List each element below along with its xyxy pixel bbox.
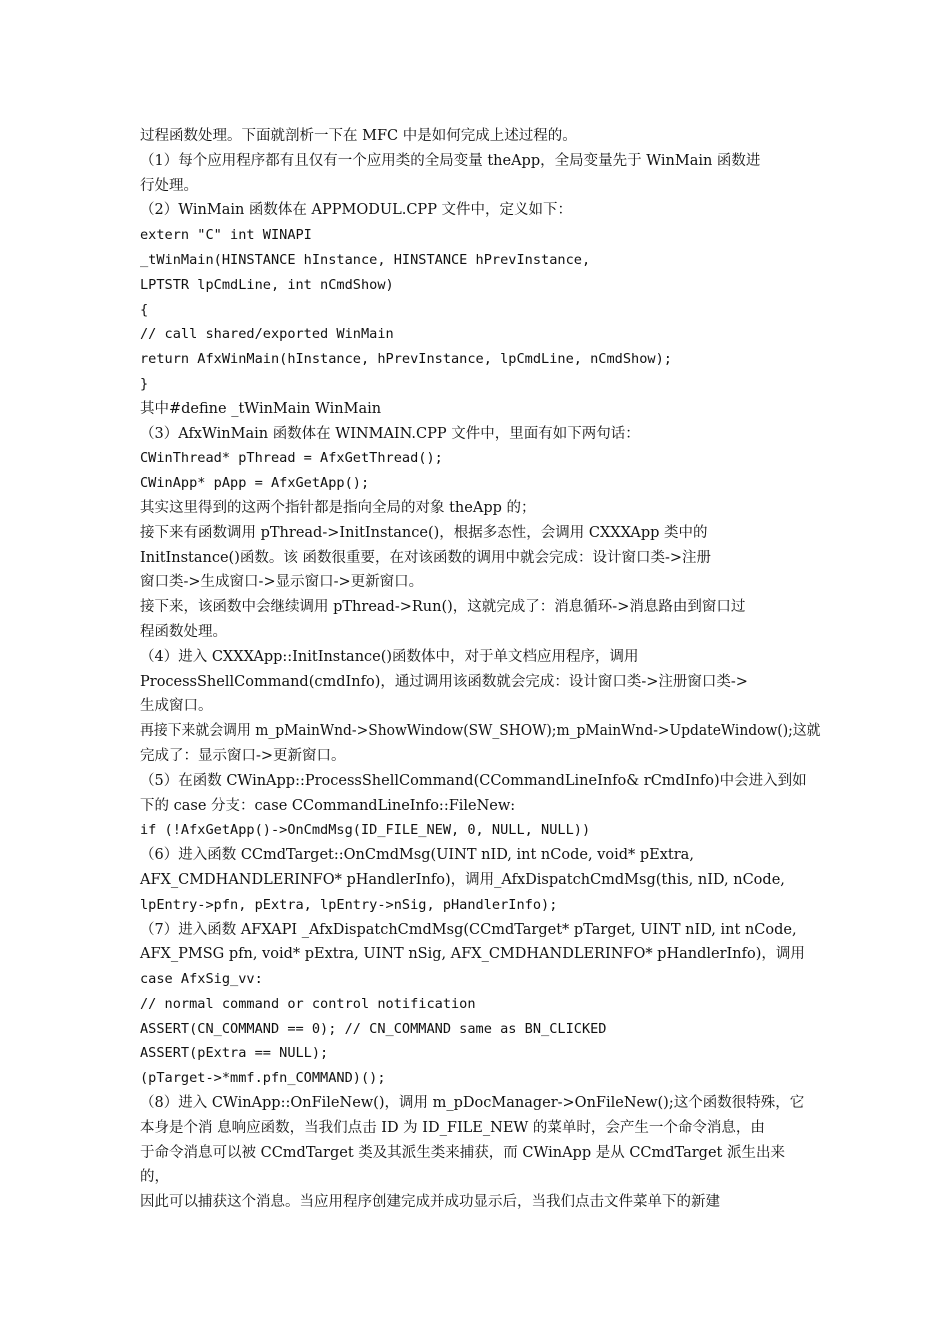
text-line: 完成了：显示窗口->更新窗口。	[140, 747, 346, 764]
code-line: ASSERT(pExtra == NULL);	[140, 1045, 329, 1062]
document-page	[140, 124, 821, 1215]
text-line: 下的 case 分支：case CCommandLineInfo::FileNew:	[140, 797, 516, 814]
code-line: (pTarget->*mmf.pfn_COMMAND)();	[140, 1070, 386, 1087]
code-line: {	[140, 301, 149, 318]
code-line: _tWinMain(HINSTANCE hInstance, HINSTANCE hPrevInstance,	[140, 251, 591, 268]
code-line: // normal command or control notification	[140, 995, 476, 1012]
text-line: 行处理。	[140, 177, 198, 194]
text-line: 本身是个消 息响应函数，当我们点击 ID 为 ID_FILE_NEW 的菜单时，会产生一个命令消息，由	[140, 1119, 765, 1136]
text-line: （8）进入 CWinApp::OnFileNew()，调用 m_pDocManager->OnFileNew();这个函数很特殊，它	[140, 1095, 805, 1112]
text-line: （4）进入 CXXXApp::InitInstance()函数体中，对于单文档应用程序，调用	[140, 648, 639, 665]
code-line: return AfxWinMain(hInstance, hPrevInstance, lpCmdLine, nCmdShow);	[140, 351, 672, 368]
text-line: AFX_PMSG pfn, void* pExtra, UINT nSig, AFX_CMDHANDLERINFO* pHandlerInfo)，调用	[140, 946, 805, 963]
code-line: case AfxSig_vv:	[140, 971, 263, 988]
text-line: AFX_CMDHANDLERINFO* pHandlerInfo)，调用_AfxDispatchCmdMsg(this, nID, nCode,	[140, 871, 785, 888]
text-line: 过程函数处理。下面就剖析一下在 MFC 中是如何完成上述过程的。	[140, 128, 577, 144]
text-line: （6）进入函数 CCmdTarget::OnCmdMsg(UINT nID, int nCode, void* pExtra,	[140, 847, 694, 864]
text-line: 因此可以捕获这个消息。当应用程序创建完成并成功显示后，当我们点击文件菜单下的新建	[140, 1194, 720, 1211]
text-line: 生成窗口。	[140, 698, 213, 715]
text-line: 于命令消息可以被 CCmdTarget 类及其派生类来捕获，而 CWinApp 是从 CCmdTarget 派生出来	[140, 1144, 785, 1161]
text-line: 的，	[140, 1169, 169, 1186]
text-line: 其中#define _tWinMain WinMain	[140, 400, 382, 417]
text-line: （2）WinMain 函数体在 APPMODUL.CPP 文件中，定义如下：	[140, 202, 573, 219]
text-line: 窗口类->生成窗口->显示窗口->更新窗口。	[140, 574, 424, 591]
text-line: 接下来，该函数中会继续调用 pThread->Run()，这就完成了：消息循环->消息路由到窗口过	[140, 599, 746, 616]
code-line: CWinThread* pThread = AfxGetThread();	[140, 450, 443, 467]
code-line: LPTSTR lpCmdLine, int nCmdShow)	[140, 276, 394, 293]
text-line: （1）每个应用程序都有且仅有一个应用类的全局变量 theApp，全局变量先于 WinMain 函数进	[140, 152, 761, 169]
text-line: 接下来有函数调用 pThread->InitInstance()，根据多态性，会调用 CXXXApp 类中的	[140, 524, 708, 541]
code-line: // call shared/exported WinMain	[140, 326, 394, 343]
code-line: CWinApp* pApp = AfxGetApp();	[140, 475, 370, 492]
text-line: （7）进入函数 AFXAPI _AfxDispatchCmdMsg(CCmdTarget* pTarget, UINT nID, int nCode,	[140, 921, 797, 938]
text-line: 其实这里得到的这两个指针都是指向全局的对象 theApp 的；	[140, 499, 536, 516]
code-line: if (!AfxGetApp()->OnCmdMsg(ID_FILE_NEW, 0, NULL, NULL))	[140, 822, 591, 839]
text-line: 程函数处理。	[140, 623, 227, 640]
text-line: 再接下来就会调用 m_pMainWnd->ShowWindow(SW_SHOW);m_pMainWnd->UpdateWindow();这就	[140, 723, 821, 740]
code-line: }	[140, 375, 149, 392]
text-line: ProcessShellCommand(cmdInfo)，通过调用该函数就会完成：设计窗口类->注册窗口类->	[140, 673, 748, 690]
code-line: ASSERT(CN_COMMAND == 0); // CN_COMMAND same as BN_CLICKED	[140, 1020, 607, 1037]
text-line: （5）在函数 CWinApp::ProcessShellCommand(CCommandLineInfo& rCmdInfo)中会进入到如	[140, 772, 807, 789]
text-line: （3）AfxWinMain 函数体在 WINMAIN.CPP 文件中，里面有如下两句话：	[140, 425, 640, 442]
code-line: lpEntry->pfn, pExtra, lpEntry->nSig, pHandlerInfo);	[140, 896, 558, 913]
code-line: extern "C" int WINAPI	[140, 227, 312, 244]
text-line: InitInstance()函数。该 函数很重要，在对该函数的调用中就会完成：设计窗口类->注册	[140, 549, 712, 566]
